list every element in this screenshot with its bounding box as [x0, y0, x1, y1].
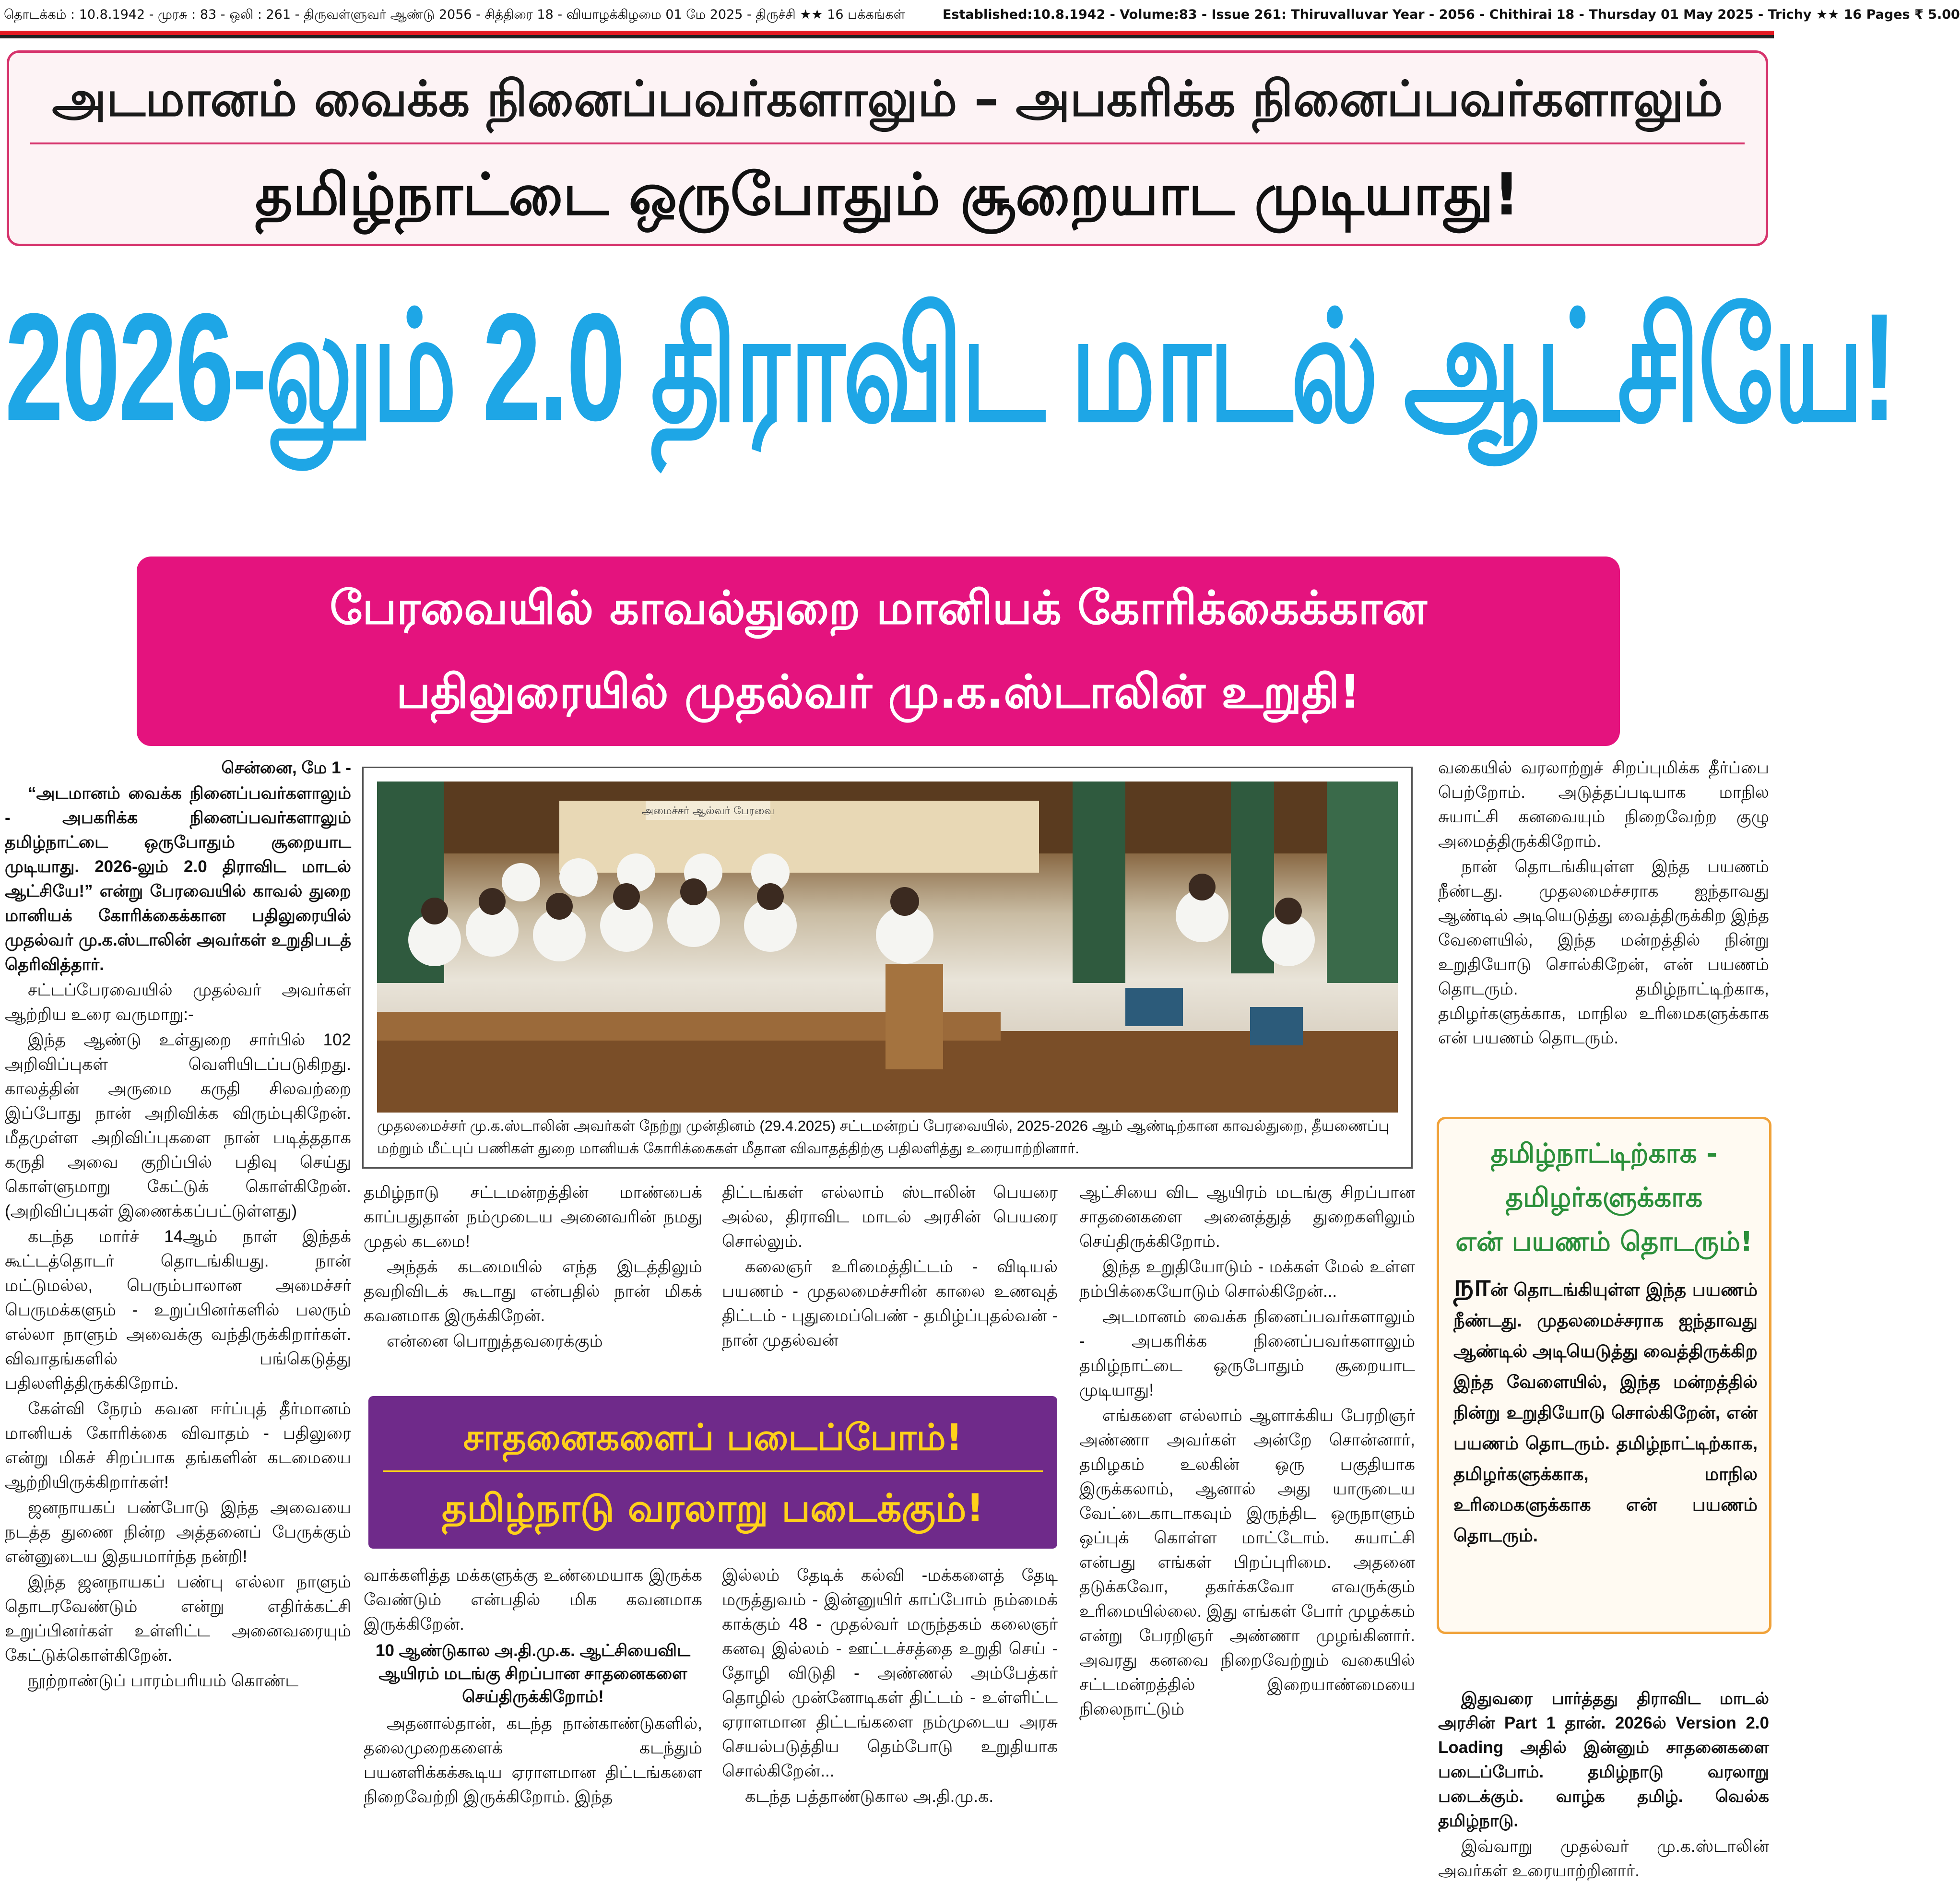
- paragraph: கேள்வி நேரம் கவன ஈர்ப்புத் தீர்மானம் மானியக் கோரிக்கை விவாதம் - பதிலுரை என்று மிகச் சிறப்பாக தங்களின் கடமையை ஆற்றியிருக்கிறார்கள்!: [5, 1399, 351, 1492]
- paragraph: வகையில் வரலாற்றுச் சிறப்புமிக்க தீர்ப்பை பெற்றோம். அடுத்தப்படியாக மாநில சுயாட்சி கனவையும் நிறைவேற்ற குழு அமைத்திருக்கிறோம்.: [1438, 758, 1769, 851]
- paragraph: ஆட்சியை விட ஆயிரம் மடங்கு சிறப்பான சாதனைகளை அனைத்துத் துறைகளிலும் செய்திருக்கிறோம்.: [1079, 1183, 1415, 1251]
- masthead-rule-red: [0, 31, 1774, 35]
- paragraph: நூற்றாண்டுப் பாரம்பரியம் கொண்ட: [28, 1671, 299, 1690]
- orange-box-line-1: தமிழ்நாட்டிற்காக -: [1490, 1138, 1718, 1169]
- paragraph: கடந்த பத்தாண்டுகால அ.தி.மு.க.: [745, 1787, 994, 1806]
- article-column-5-bottom: [1438, 1686, 1769, 1880]
- article-lead: “அடமானம் வைக்க நினைப்பவர்களாலும் - அபகரிக்க நினைப்பவர்களாலும் தமிழ்நாட்டை ஒருபோதும் சூறையாட முடியாது. 2026-லும் 2.0 திராவிட மாடல் ஆட்சியே!” என்று பேரவையில் காவல் துறை மானியக் கோரிக்கைக்கான பதிலுரையில் முதல்வர் மு.க.ஸ்டாலின் அவர்கள் உறுதிபடத் தெரிவித்தார்.: [5, 784, 351, 974]
- article-column-3-top: [722, 1180, 1058, 1382]
- dateline-english: Established:10.8.1942 - Volume:83 - Issue 261: Thiruvalluvar Year - 2056 - Chithirai 18 - Thursday 01 May 2025 - Trichy ★★ 16 Pages ₹ 5.00: [943, 7, 1960, 22]
- paragraph: என்னை பொறுத்தவரைக்கும்: [387, 1332, 603, 1350]
- dateline-tamil: தொடக்கம் : 10.8.1942 - முரசு : 83 - ஒலி : 261 - திருவள்ளுவர் ஆண்டு 2056 - சித்திரை 18 - வியாழக்கிழமை 01 மே 2025 - திருச்சி ★★ 16 பக்கங்கள்: [4, 7, 906, 22]
- dateline: [0, 0, 1960, 30]
- highlight-line-2: தமிழ்நாடு வரலாறு படைக்கும்!: [442, 1486, 984, 1530]
- photo-caption: முதலமைச்சர் மு.க.ஸ்டாலின் அவர்கள் நேற்று முன்தினம் (29.4.2025) சட்டமன்றப் பேரவையில், 2025-2026 ஆம் ஆண்டிற்கான காவல்துறை, தீயணைப்பு மற்றும் மீட்புப் பணிகள் துறை மானியக் கோரிக்கைகள் மீதான விவாதத்திற்கு பதிலளித்து உரையாற்றினார்.: [377, 1117, 1390, 1157]
- highlight-box-purple: [368, 1396, 1057, 1549]
- article-column-2-bottom: [364, 1563, 702, 1875]
- paragraph: கடந்த மார்ச் 14ஆம் நாள் இந்தக் கூட்டத்தொடர் தொடங்கியது. நான் மட்டுமல்ல, பெரும்பாலான அமைச்சர் பெருமக்களும் - உறுப்பினர்களில் பலரும் எல்லா நாளும் அவைக்கு வந்திருக்கிறார்கள். விவாதங்களில் பங்கெடுத்து பதிலளித்திருக்கிறோம்.: [5, 1227, 351, 1393]
- paragraph: நான் தொடங்கியுள்ள இந்த பயணம் நீண்டது. முதலமைச்சராக ஐந்தாவது ஆண்டில் அடியெடுத்து வைத்திருக்கிற இந்த வேளையில், இந்த மன்றத்தில் நின்று உறுதியோடு சொல்கிறேன், என் பயணம் தொடரும். தமிழ்நாட்டிற்காக, தமிழர்களுக்காக, மாநில உரிமைகளுக்காக என் பயணம் தொடரும்.: [1438, 857, 1769, 1047]
- paragraph: இந்த ஜனநாயகப் பண்பு எல்லா நாளும் தொடரவேண்டும் என்று எதிர்க்கட்சி உறுப்பினர்கள் உள்ளிட்ட அனைவரையும் கேட்டுக்கொள்கிறேன்.: [5, 1573, 351, 1665]
- article-column-1: [5, 756, 351, 1873]
- paragraph: வாக்களித்த மக்களுக்கு உண்மையாக இருக்க வேண்டும் என்பதில் மிக கவனமாக இருக்கிறேன்.: [364, 1566, 702, 1634]
- paragraph: அதனால்தான், கடந்த நான்காண்டுகளில், தலைமுறைகளைக் கடந்தும் பயனளிக்கக்கூடிய ஏராளமான திட்டங்களை நிறைவேற்றி இருக்கிறோம். இந்த: [364, 1714, 702, 1806]
- article-column-2-top: [364, 1180, 702, 1382]
- highlight-box-orange: [1437, 1117, 1771, 1634]
- paragraph: தமிழ்நாடு சட்டமன்றத்தின் மாண்பைக் காப்பதுதான் நம்முடைய அனைவரின் நமது முதல் கடமை!: [364, 1183, 702, 1251]
- orange-box-line-3: என் பயணம் தொடரும்!: [1455, 1226, 1753, 1257]
- masthead-rule-black: [0, 35, 1774, 38]
- subhead-box: [137, 557, 1620, 746]
- paragraph: அடமானம் வைக்க நினைப்பவர்களாலும் - அபகரிக்க நினைப்பவர்களாலும் தமிழ்நாட்டை ஒருபோதும் சூறையாட முடியாது!: [1079, 1307, 1415, 1399]
- paragraph: எங்களை எல்லாம் ஆளாக்கிய பேரறிஞர் அண்ணா அவர்கள் அன்றே சொன்னார், தமிழகம் உலகின் ஒரு பகுதியாக இருக்கலாம், ஆனால் அது யாருடைய வேட்டைகாடாகவும் இருந்திட ஒருநாளும் ஒப்புக் கொள்ள மாட்டோம். சுயாட்சி என்பது எங்கள் பிறப்புரிமை. அதனை தடுக்கவோ, தகர்க்கவோ எவருக்கும் உரிமையில்லை. இது எங்கள் போர் முழக்கம் என்று பேரறிஞர் அண்ணா முழங்கினார். அவரது கனவை நிறைவேற்றும் வகையில் சட்டமன்றத்தில் இறையாண்மையை நிலைநாட்டும்: [1079, 1406, 1415, 1718]
- main-headline: 2026-லும் 2.0 திராவிட மாடல் ஆட்சியே!: [5, 281, 1895, 453]
- article-column-4: [1079, 1180, 1415, 1875]
- subhead-line-2: பதிலுரையில் முதல்வர் மு.க.ஸ்டாலின் உறுதி!: [396, 665, 1361, 719]
- drop-cap: நா: [1453, 1267, 1490, 1303]
- paragraph: இல்லம் தேடிக் கல்வி -மக்களைத் தேடி மருத்துவம் - இன்னுயிர் காப்போம் நம்மைக் காக்கும் 48 - முதல்வர் மருந்தகம் கலைஞர் கனவு இல்லம் - ஊட்டச்சத்தை உறுதி செய் - தோழி விடுதி - அண்ணல் அம்பேத்கர் தொழில் முன்னோடிகள் திட்டம் - உள்ளிட்ட ஏராளமான திட்டங்களை நம்முடைய அரசு செயல்படுத்திய தெம்போடு உறுதியாக சொல்கிறேன்...: [722, 1566, 1058, 1780]
- kicker-line-2: தமிழ்நாட்டை ஒருபோதும் சூறையாட முடியாது!: [255, 162, 1520, 228]
- paragraph: இந்த உறுதியோடும் - மக்கள் மேல் உள்ள நம்பிக்கையோடும் சொல்கிறேன்...: [1079, 1257, 1415, 1301]
- orange-box-text: ன் தொடங்கியுள்ள இந்த பயணம் நீண்டது. முதலமைச்சராக ஐந்தாவது ஆண்டில் அடியெடுத்து வைத்திருக்கிற இந்த வேளையில், இந்த மன்றத்தில் நின்று உறுதியோடு சொல்கிறேன், என் பயணம் தொடரும். தமிழ்நாட்டிற்காக, தமிழர்களுக்காக, மாநில உரிமைகளுக்காக என் பயணம் தொடரும்.: [1453, 1280, 1758, 1545]
- assembly-sign-text: அமைச்சர் ஆல்வர் பேரவை: [641, 805, 775, 817]
- paragraph: இதுவரை பார்த்தது திராவிட மாடல் அரசின் Part 1 தான். 2026ல் Version 2.0 Loading அதில் இன்னும் சாதனைகளை படைப்போம். தமிழ்நாடு வரலாறு படைக்கும். வாழ்க தமிழ். வெல்க தமிழ்நாடு.: [1438, 1689, 1769, 1830]
- paragraph: இந்த ஆண்டு உள்துறை சார்பில் 102 அறிவிப்புகள் வெளியிடப்படுகிறது. காலத்தின் அருமை கருதி சிலவற்றை இப்போது நான் அறிவிக்க விரும்புகிறேன். மீதமுள்ள அறிவிப்புகளை நான் படித்ததாக கருதி அவை குறிப்பில் பதிவு செய்து கொள்ளுமாறு கேட்டுக் கொள்கிறேன். (அறிவிப்புகள் இணைக்கப்பட்டுள்ளது): [5, 1030, 351, 1220]
- paragraph: இவ்வாறு முதல்வர் மு.க.ஸ்டாலின் அவர்கள் உரையாற்றினார்.: [1438, 1837, 1769, 1880]
- paragraph: திட்டங்கள் எல்லாம் ஸ்டாலின் பெயரை அல்ல, திராவிட மாடல் அரசின் பெயரை சொல்லும்.: [722, 1183, 1058, 1251]
- paragraph: ஜனநாயகப் பண்போடு இந்த அவையை நடத்த துணை நின்ற அத்தனைப் பேருக்கும் என்னுடைய இதயமார்ந்த நன்றி!: [5, 1498, 351, 1566]
- paragraph: சட்டப்பேரவையில் முதல்வர் அவர்கள் ஆற்றிய உரை வருமாறு:-: [5, 981, 351, 1024]
- kicker-divider: [30, 142, 1745, 144]
- section-subheading: 10 ஆண்டுகால அ.தி.மு.க. ஆட்சியைவிட ஆயிரம் மடங்கு சிறப்பான சாதனைகளை செய்திருக்கிறோம்!: [376, 1641, 690, 1706]
- assembly-photo: [377, 782, 1398, 1113]
- kicker-line-1: அடமானம் வைக்க நினைப்பவர்களாலும் – அபகரிக்க நினைப்பவர்களாலும்: [52, 71, 1723, 128]
- orange-box-line-2: தமிழர்களுக்காக: [1505, 1182, 1703, 1213]
- highlight-line-1: சாதனைகளைப் படைப்போம்!: [463, 1416, 963, 1458]
- paragraph: அந்தக் கடமையில் எந்த இடத்திலும் தவறிவிடக் கூடாது என்பதில் நான் மிகக் கவனமாக இருக்கிறேன்.: [364, 1257, 702, 1325]
- paragraph: கலைஞர் உரிமைத்திட்டம் - விடியல் பயணம் - முதலமைச்சரின் காலை உணவுத் திட்டம் - புதுமைப்பெண் - தமிழ்ப்புதல்வன் - நான் முதல்வன்: [722, 1257, 1058, 1350]
- assembly-photo-illustration: [377, 782, 1398, 1113]
- subhead-line-1: பேரவையில் காவல்துறை மானியக் கோரிக்கைக்கான: [330, 581, 1427, 635]
- photo-frame: [362, 767, 1413, 1169]
- article-column-3-bottom: [722, 1563, 1058, 1875]
- orange-box-body: [1453, 1267, 1758, 1622]
- dateline-place: சென்னை, மே 1 -: [221, 758, 351, 777]
- article-column-5-top: [1438, 756, 1769, 1106]
- highlight-divider: [383, 1470, 1043, 1472]
